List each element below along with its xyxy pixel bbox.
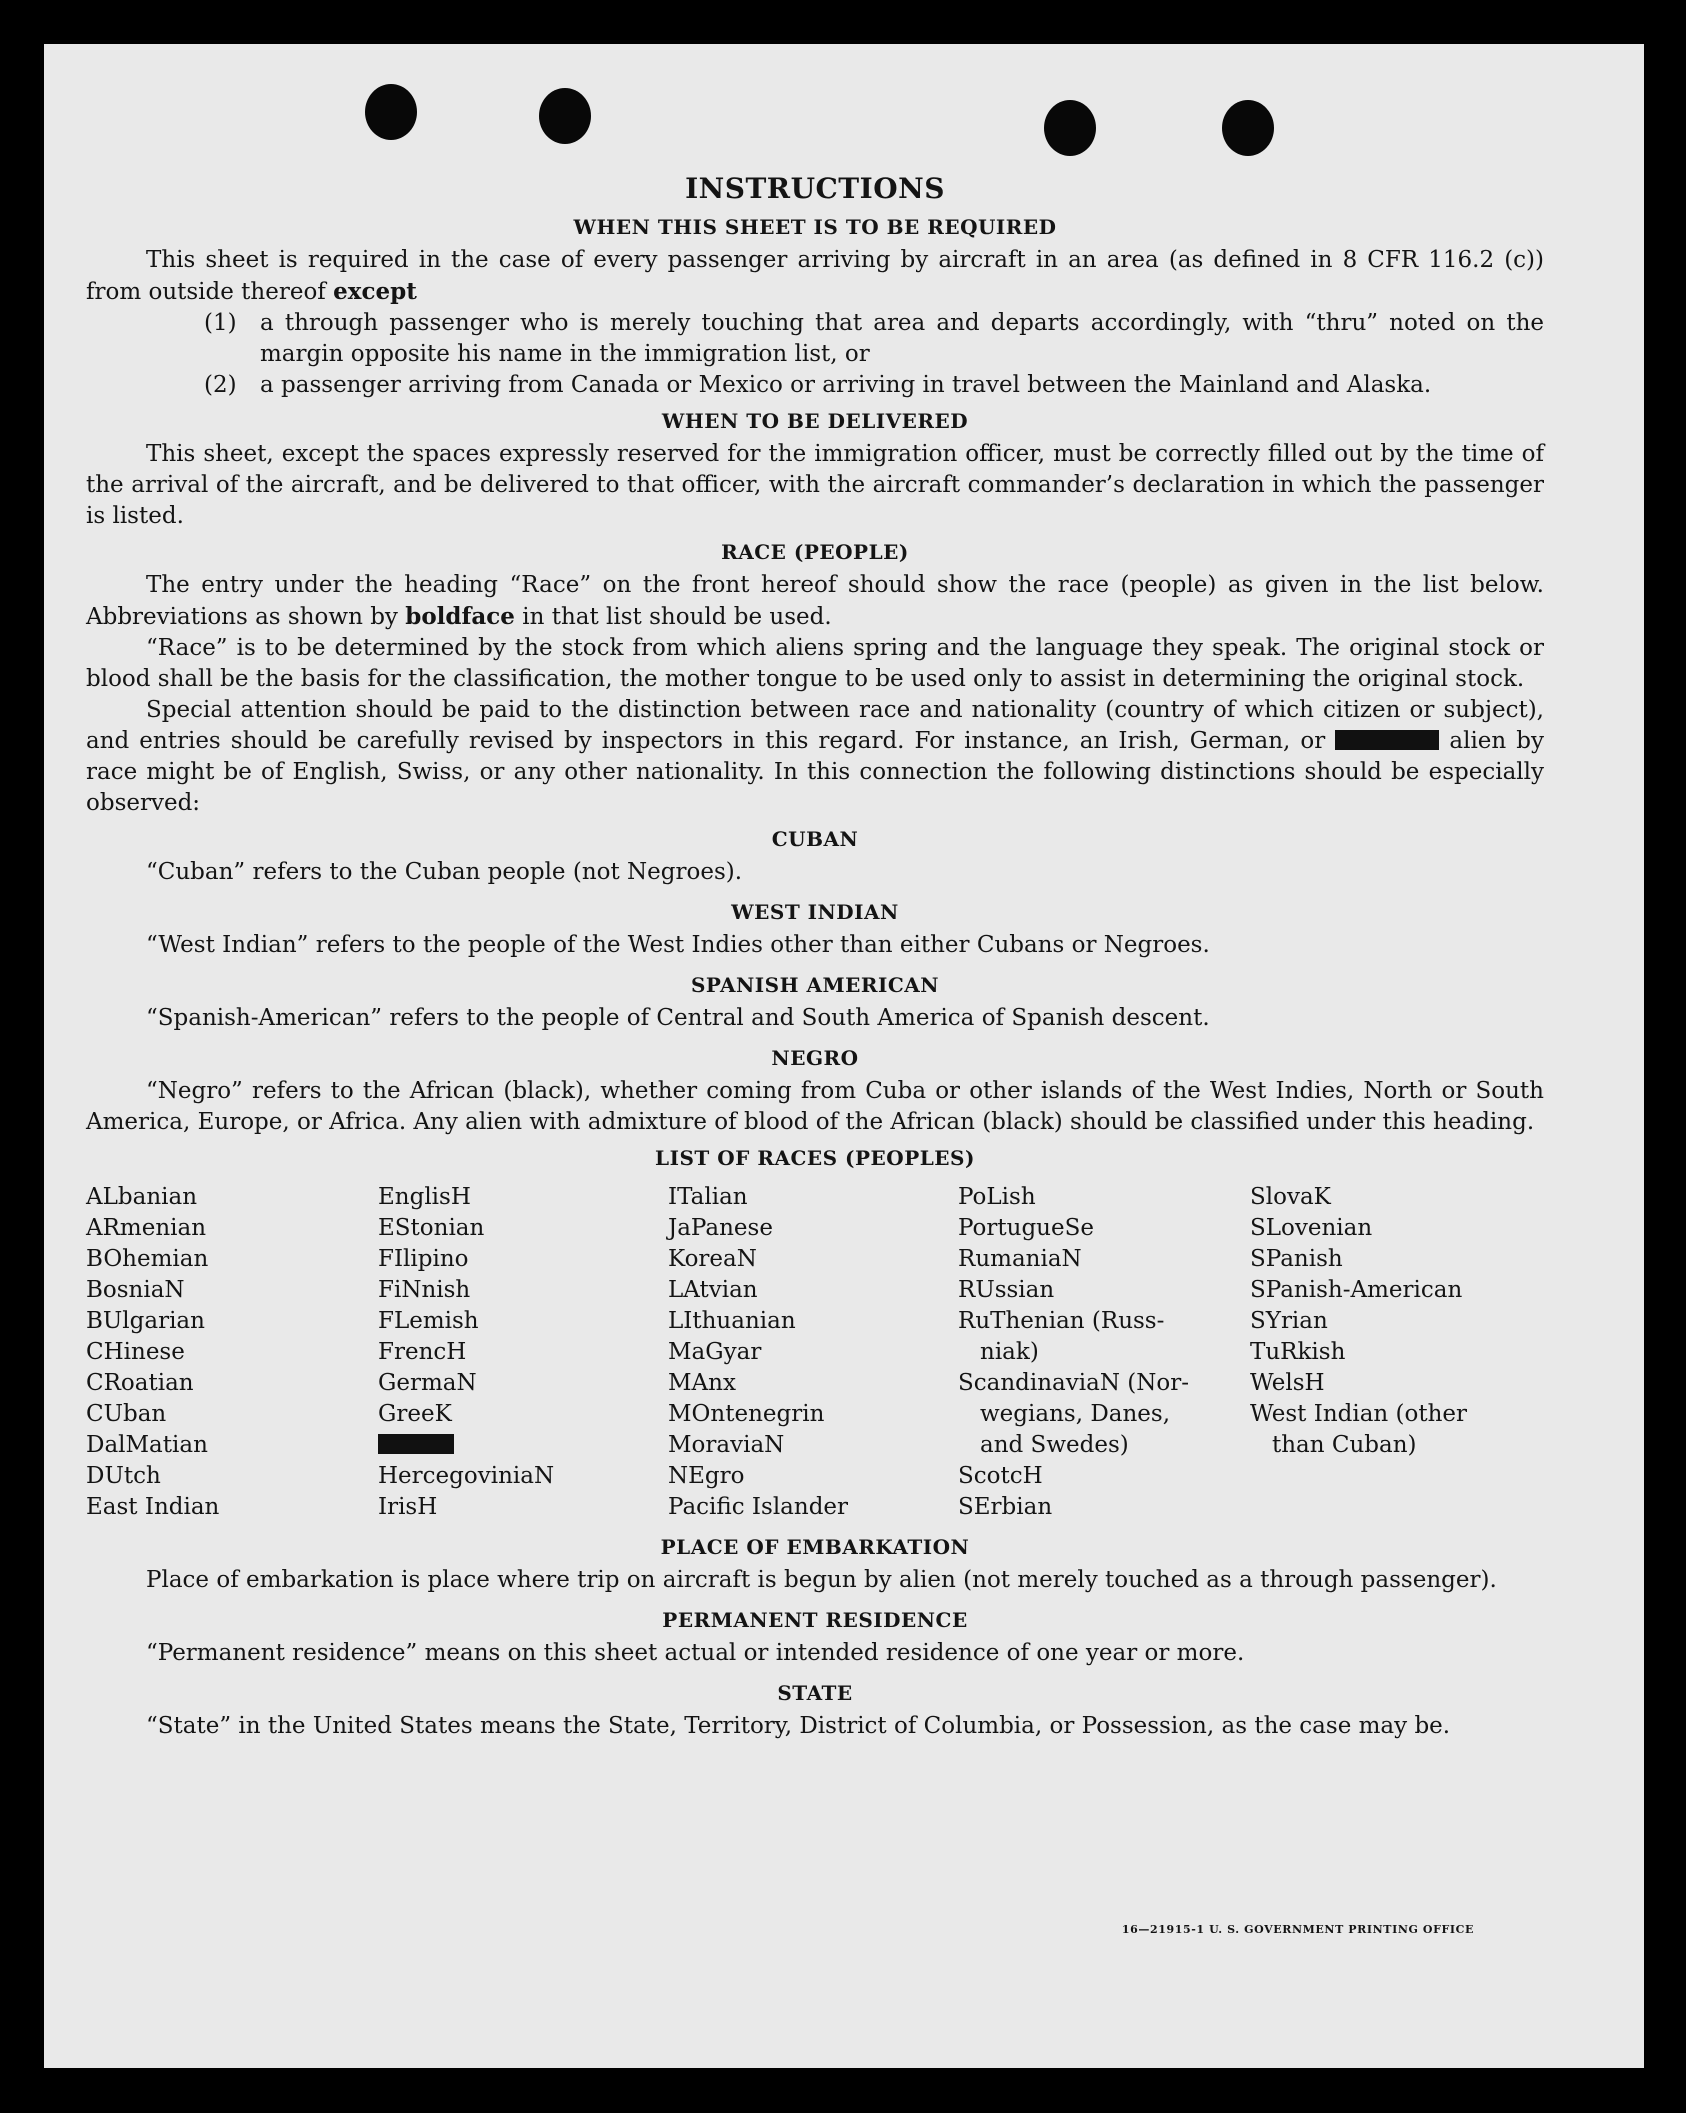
- redaction-mark: [378, 1434, 454, 1454]
- document-sheet: [44, 44, 1644, 2068]
- race-entry-continued: niak): [980, 1339, 1039, 1365]
- race-entry: GermaN: [378, 1370, 477, 1396]
- race-entry: IrisH: [378, 1494, 438, 1520]
- item-number: (2): [204, 372, 237, 398]
- race-entry: SYrian: [1250, 1308, 1328, 1334]
- race-column: [378, 1182, 668, 1523]
- race-entry: EStonian: [378, 1215, 485, 1241]
- section-heading: WEST INDIAN: [731, 900, 899, 924]
- race-entry: CUban: [86, 1401, 167, 1427]
- race-entry: Pacific Islander: [668, 1494, 849, 1520]
- race-entry-redacted: [378, 1430, 668, 1461]
- race-entry: ALbanian: [86, 1184, 198, 1210]
- emphasis: except: [333, 278, 417, 305]
- race-entry: GreeK: [378, 1401, 452, 1427]
- race-entry: East Indian: [86, 1494, 220, 1520]
- paragraph: The entry under the heading “Race” on the front hereof should show the race (people) as given in the list below. Abbreviations as shown by boldface in that list should be used.: [86, 572, 1544, 630]
- race-entry: SlovaK: [1250, 1184, 1331, 1210]
- race-entry: SErbian: [958, 1494, 1053, 1520]
- race-entry: SPanish: [1250, 1246, 1343, 1272]
- punch-hole: [539, 88, 591, 144]
- emphasis: boldface: [405, 603, 515, 630]
- section-heading: NEGRO: [771, 1046, 859, 1070]
- race-entry-continued: and Swedes): [980, 1432, 1129, 1458]
- list-item: [86, 370, 1544, 401]
- section-heading: WHEN TO BE DELIVERED: [661, 409, 969, 433]
- race-column: [668, 1182, 958, 1523]
- race-entry: LAtvian: [668, 1277, 758, 1303]
- race-entry: RumaniaN: [958, 1246, 1082, 1272]
- item-number: (1): [204, 310, 237, 336]
- race-entry: PortugueSe: [958, 1215, 1094, 1241]
- section-heading: CUBAN: [771, 827, 859, 851]
- race-entry: FrencH: [378, 1339, 467, 1365]
- race-entry: PoLish: [958, 1184, 1036, 1210]
- race-entry-continued: than Cuban): [1272, 1432, 1417, 1458]
- section-heading: LIST OF RACES (PEOPLES): [655, 1146, 975, 1170]
- section-heading: RACE (PEOPLE): [721, 540, 909, 564]
- race-entry: MOntenegrin: [668, 1401, 825, 1427]
- section-heading: PERMANENT RESIDENCE: [662, 1608, 968, 1632]
- race-entry: JaPanese: [668, 1215, 773, 1241]
- race-column: [1250, 1182, 1540, 1523]
- race-entry: SPanish-American: [1250, 1277, 1463, 1303]
- race-entry: HercegoviniaN: [378, 1463, 555, 1489]
- race-entry: BosniaN: [86, 1277, 185, 1303]
- punch-hole: [1044, 100, 1096, 156]
- race-entry: West Indian (other: [1250, 1401, 1468, 1427]
- race-entry: FiNnish: [378, 1277, 471, 1303]
- race-entry: KoreaN: [668, 1246, 757, 1272]
- item-text: a through passenger who is merely touching that area and departs accordingly, with “thru” noted on the margin opposite his name in the immigration list, or: [260, 310, 1544, 367]
- race-entry: DalMatian: [86, 1432, 208, 1458]
- paragraph: This sheet is required in the case of every passenger arriving by aircraft in an area (as defined in 8 CFR 116.2 (c)) from outside thereof except: [86, 247, 1544, 305]
- race-entry: ScandinaviaN (Nor-: [958, 1370, 1189, 1396]
- paragraph: “State” in the United States means the State, Territory, District of Columbia, or Possession, as the case may be.: [146, 1713, 1451, 1739]
- race-column: [958, 1182, 1250, 1523]
- race-entry: CRoatian: [86, 1370, 194, 1396]
- race-entry: RuThenian (Russ-: [958, 1308, 1165, 1334]
- paragraph: “Negro” refers to the African (black), whether coming from Cuba or other islands of the West Indies, North or South America, Europe, or Africa. Any alien with admixture of blood of the African (black) should be classified under this heading.: [86, 1078, 1544, 1135]
- paragraph: “West Indian” refers to the people of the West Indies other than either Cubans or Negroes.: [146, 932, 1210, 958]
- race-entry: BUlgarian: [86, 1308, 205, 1334]
- printer-imprint: 16—21915-1 U. S. GOVERNMENT PRINTING OFFICE: [1121, 1923, 1474, 1936]
- race-column: [86, 1182, 378, 1523]
- race-entry: BOhemian: [86, 1246, 209, 1272]
- race-list: [86, 1182, 1544, 1523]
- race-entry: FIlipino: [378, 1246, 469, 1272]
- list-item: [86, 308, 1544, 370]
- punch-hole: [365, 84, 417, 140]
- race-entry: SLovenian: [1250, 1215, 1373, 1241]
- paragraph: This sheet, except the spaces expressly reserved for the immigration officer, must be correctly filled out by the time of the arrival of the aircraft, and be delivered to that officer, with the aircraft commander’s declaration in which the passenger is listed.: [86, 441, 1544, 529]
- race-entry: NEgro: [668, 1463, 745, 1489]
- document-title: INSTRUCTIONS: [685, 172, 945, 205]
- section-heading: WHEN THIS SHEET IS TO BE REQUIRED: [573, 215, 1057, 239]
- race-entry: MAnx: [668, 1370, 736, 1396]
- race-entry: LIthuanian: [668, 1308, 796, 1334]
- paragraph: “Cuban” refers to the Cuban people (not Negroes).: [146, 859, 743, 885]
- paragraph: “Permanent residence” means on this sheet actual or intended residence of one year or more.: [146, 1640, 1245, 1666]
- redaction-mark: [1335, 730, 1439, 750]
- race-entry: MoraviaN: [668, 1432, 785, 1458]
- race-entry: MaGyar: [668, 1339, 762, 1365]
- race-entry: ARmenian: [86, 1215, 207, 1241]
- race-entry: FLemish: [378, 1308, 479, 1334]
- paragraph: Place of embarkation is place where trip on aircraft is begun by alien (not merely touched as a through passenger).: [146, 1567, 1497, 1593]
- race-entry: DUtch: [86, 1463, 161, 1489]
- section-heading: SPANISH AMERICAN: [690, 973, 940, 997]
- punch-hole: [1222, 100, 1274, 156]
- race-entry-continued: wegians, Danes,: [980, 1401, 1171, 1427]
- paragraph: “Spanish-American” refers to the people of Central and South America of Spanish descent.: [146, 1005, 1210, 1031]
- item-text: a passenger arriving from Canada or Mexico or arriving in travel between the Mainland and Alaska.: [260, 372, 1432, 398]
- section-heading: PLACE OF EMBARKATION: [660, 1535, 970, 1559]
- race-entry: TuRkish: [1250, 1339, 1346, 1365]
- race-entry: CHinese: [86, 1339, 185, 1365]
- paragraph: Special attention should be paid to the distinction between race and nationality (country of which citizen or subject), and entries should be carefully revised by inspectors in this regard. For instance, an Irish, German, or alien by race might be of English, Swiss, or any other nationality. In this connection the following distinctions should be especially observed:: [86, 697, 1545, 816]
- paragraph: “Race” is to be determined by the stock from which aliens spring and the language they speak. The original stock or blood shall be the basis for the classification, the mother tongue to be used only to assist in determining the original stock.: [86, 635, 1544, 692]
- race-entry: WelsH: [1250, 1370, 1325, 1396]
- instructions-content: [86, 172, 1544, 1742]
- race-entry: RUssian: [958, 1277, 1055, 1303]
- race-entry: EnglisH: [378, 1184, 471, 1210]
- race-entry: ScotcH: [958, 1463, 1043, 1489]
- race-entry: ITalian: [668, 1184, 748, 1210]
- section-heading: STATE: [777, 1681, 853, 1705]
